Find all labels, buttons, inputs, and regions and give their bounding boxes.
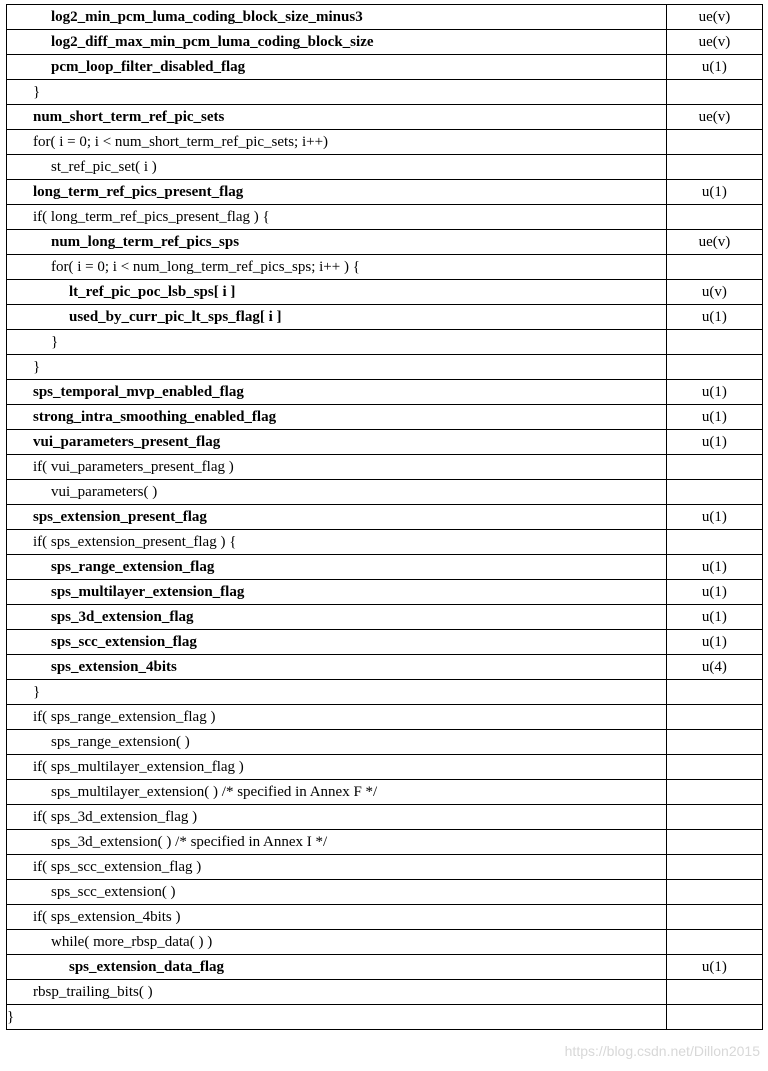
syntax-element-cell	[7, 305, 667, 330]
syntax-element-cell	[7, 155, 667, 180]
descriptor-cell: u(1)	[666, 555, 762, 580]
syntax-row	[7, 205, 763, 230]
syntax-row	[7, 505, 763, 530]
descriptor-cell	[666, 905, 762, 930]
syntax-element-cell	[7, 405, 667, 430]
syntax-element-text: for( i = 0; i < num_short_term_ref_pic_sets; i++)	[33, 134, 329, 150]
syntax-element-text: vui_parameters_present_flag	[33, 434, 221, 450]
descriptor-cell: ue(v)	[666, 230, 762, 255]
syntax-element-cell	[7, 180, 667, 205]
syntax-element-cell	[7, 380, 667, 405]
syntax-element-cell	[7, 105, 667, 130]
descriptor-cell: u(1)	[666, 180, 762, 205]
descriptor-cell	[666, 930, 762, 955]
syntax-element-text: vui_parameters( )	[51, 484, 158, 500]
syntax-element-text: sps_multilayer_extension_flag	[51, 584, 245, 600]
syntax-element-cell	[7, 280, 667, 305]
syntax-element-text: }	[33, 684, 41, 700]
syntax-row	[7, 680, 763, 705]
descriptor-cell	[666, 880, 762, 905]
descriptor-cell	[666, 730, 762, 755]
syntax-element-text: lt_ref_pic_poc_lsb_sps[ i ]	[69, 284, 236, 300]
syntax-element-text: if( sps_range_extension_flag )	[33, 709, 216, 725]
descriptor-cell	[666, 330, 762, 355]
syntax-element-cell	[7, 655, 667, 680]
syntax-row	[7, 430, 763, 455]
syntax-element-text: for( i = 0; i < num_long_term_ref_pics_sps; i++ ) {	[51, 259, 360, 275]
syntax-row	[7, 955, 763, 980]
syntax-element-text: sps_scc_extension_flag	[51, 634, 197, 650]
syntax-element-cell	[7, 630, 667, 655]
descriptor-cell: ue(v)	[666, 105, 762, 130]
descriptor-cell	[666, 205, 762, 230]
syntax-row	[7, 455, 763, 480]
syntax-element-text: used_by_curr_pic_lt_sps_flag[ i ]	[69, 309, 282, 325]
syntax-row	[7, 155, 763, 180]
descriptor-cell	[666, 855, 762, 880]
syntax-element-cell	[7, 55, 667, 80]
descriptor-cell: ue(v)	[666, 5, 762, 30]
watermark: https://blog.csdn.net/Dillon2015	[564, 1043, 760, 1059]
syntax-row	[7, 880, 763, 905]
syntax-element-cell	[7, 480, 667, 505]
descriptor-cell: u(1)	[666, 505, 762, 530]
descriptor-cell: u(1)	[666, 430, 762, 455]
syntax-element-text: pcm_loop_filter_disabled_flag	[51, 59, 246, 75]
descriptor-cell: u(1)	[666, 955, 762, 980]
syntax-row	[7, 905, 763, 930]
descriptor-cell: ue(v)	[666, 30, 762, 55]
syntax-element-cell	[7, 255, 667, 280]
syntax-row	[7, 355, 763, 380]
syntax-element-text: long_term_ref_pics_present_flag	[33, 184, 244, 200]
syntax-element-text: }	[51, 334, 59, 350]
syntax-element-cell	[7, 30, 667, 55]
syntax-row	[7, 130, 763, 155]
syntax-element-text: if( sps_3d_extension_flag )	[33, 809, 198, 825]
descriptor-cell	[666, 980, 762, 1005]
syntax-element-text: if( sps_extension_present_flag ) {	[33, 534, 237, 550]
descriptor-cell	[666, 530, 762, 555]
descriptor-cell	[666, 355, 762, 380]
descriptor-cell: u(1)	[666, 405, 762, 430]
syntax-element-text: sps_3d_extension_flag	[51, 609, 194, 625]
syntax-table-body	[7, 5, 763, 1030]
syntax-element-text: strong_intra_smoothing_enabled_flag	[33, 409, 277, 425]
descriptor-cell	[666, 680, 762, 705]
syntax-row	[7, 805, 763, 830]
syntax-row	[7, 280, 763, 305]
syntax-element-text: if( sps_scc_extension_flag )	[33, 859, 202, 875]
descriptor-cell: u(1)	[666, 605, 762, 630]
syntax-element-cell	[7, 830, 667, 855]
descriptor-cell: u(1)	[666, 630, 762, 655]
syntax-element-text: rbsp_trailing_bits( )	[33, 984, 153, 1000]
syntax-row	[7, 980, 763, 1005]
descriptor-cell: u(1)	[666, 380, 762, 405]
descriptor-cell: u(1)	[666, 305, 762, 330]
syntax-element-cell	[7, 930, 667, 955]
syntax-element-cell	[7, 580, 667, 605]
syntax-element-text: log2_min_pcm_luma_coding_block_size_minus3	[51, 9, 363, 25]
syntax-row	[7, 730, 763, 755]
syntax-element-cell	[7, 5, 667, 30]
syntax-row	[7, 705, 763, 730]
syntax-row	[7, 755, 763, 780]
syntax-row	[7, 655, 763, 680]
descriptor-cell	[666, 755, 762, 780]
syntax-element-cell	[7, 230, 667, 255]
syntax-element-text: log2_diff_max_min_pcm_luma_coding_block_size	[51, 34, 374, 50]
descriptor-cell: u(1)	[666, 55, 762, 80]
syntax-element-cell	[7, 205, 667, 230]
syntax-element-cell	[7, 455, 667, 480]
syntax-element-cell	[7, 80, 667, 105]
descriptor-cell	[666, 155, 762, 180]
syntax-element-cell	[7, 1005, 667, 1030]
syntax-row	[7, 80, 763, 105]
syntax-table	[6, 4, 763, 1030]
syntax-row	[7, 780, 763, 805]
syntax-row	[7, 580, 763, 605]
syntax-element-cell	[7, 555, 667, 580]
syntax-row	[7, 855, 763, 880]
syntax-element-text: if( sps_multilayer_extension_flag )	[33, 759, 244, 775]
syntax-row	[7, 255, 763, 280]
descriptor-cell: u(1)	[666, 580, 762, 605]
syntax-row	[7, 30, 763, 55]
syntax-row	[7, 930, 763, 955]
syntax-element-cell	[7, 130, 667, 155]
syntax-element-text: while( more_rbsp_data( ) )	[51, 934, 213, 950]
syntax-element-text: sps_range_extension_flag	[51, 559, 215, 575]
syntax-row	[7, 480, 763, 505]
syntax-element-text: sps_3d_extension( ) /* specified in Annex I */	[51, 834, 328, 850]
syntax-element-cell	[7, 955, 667, 980]
syntax-element-cell	[7, 905, 667, 930]
syntax-row	[7, 405, 763, 430]
descriptor-cell	[666, 455, 762, 480]
descriptor-cell	[666, 1005, 762, 1030]
syntax-element-text: num_short_term_ref_pic_sets	[33, 109, 225, 125]
syntax-row	[7, 830, 763, 855]
syntax-element-text: sps_range_extension( )	[51, 734, 190, 750]
descriptor-cell	[666, 480, 762, 505]
syntax-row	[7, 105, 763, 130]
syntax-element-cell	[7, 755, 667, 780]
descriptor-cell	[666, 255, 762, 280]
syntax-element-cell	[7, 505, 667, 530]
syntax-element-text: sps_extension_4bits	[51, 659, 177, 675]
descriptor-cell	[666, 705, 762, 730]
syntax-element-cell	[7, 355, 667, 380]
syntax-element-text: sps_multilayer_extension( ) /* specified in Annex F */	[51, 784, 378, 800]
syntax-row	[7, 555, 763, 580]
syntax-element-text: if( long_term_ref_pics_present_flag ) {	[33, 209, 270, 225]
syntax-row	[7, 630, 763, 655]
syntax-row	[7, 530, 763, 555]
syntax-element-text: sps_extension_present_flag	[33, 509, 207, 525]
syntax-row	[7, 180, 763, 205]
syntax-element-cell	[7, 705, 667, 730]
syntax-element-cell	[7, 730, 667, 755]
syntax-element-cell	[7, 605, 667, 630]
syntax-element-cell	[7, 780, 667, 805]
descriptor-cell: u(v)	[666, 280, 762, 305]
syntax-element-cell	[7, 980, 667, 1005]
descriptor-cell	[666, 805, 762, 830]
syntax-element-text: sps_temporal_mvp_enabled_flag	[33, 384, 244, 400]
syntax-element-cell	[7, 430, 667, 455]
descriptor-cell: u(4)	[666, 655, 762, 680]
syntax-element-cell	[7, 805, 667, 830]
syntax-element-cell	[7, 855, 667, 880]
descriptor-cell	[666, 80, 762, 105]
syntax-element-text: if( vui_parameters_present_flag )	[33, 459, 234, 475]
syntax-row	[7, 5, 763, 30]
syntax-element-text: }	[7, 1009, 15, 1025]
syntax-row	[7, 330, 763, 355]
descriptor-cell	[666, 130, 762, 155]
syntax-element-cell	[7, 880, 667, 905]
syntax-element-text: sps_scc_extension( )	[51, 884, 176, 900]
syntax-element-text: }	[33, 84, 41, 100]
descriptor-cell	[666, 780, 762, 805]
syntax-row	[7, 230, 763, 255]
syntax-element-cell	[7, 530, 667, 555]
syntax-element-text: num_long_term_ref_pics_sps	[51, 234, 240, 250]
descriptor-cell	[666, 830, 762, 855]
syntax-row	[7, 380, 763, 405]
syntax-element-text: if( sps_extension_4bits )	[33, 909, 181, 925]
syntax-row	[7, 605, 763, 630]
syntax-element-text: sps_extension_data_flag	[69, 959, 225, 975]
syntax-row	[7, 305, 763, 330]
syntax-row	[7, 55, 763, 80]
syntax-element-cell	[7, 330, 667, 355]
syntax-element-text: st_ref_pic_set( i )	[51, 159, 157, 175]
syntax-element-cell	[7, 680, 667, 705]
syntax-row	[7, 1005, 763, 1030]
syntax-element-text: }	[33, 359, 41, 375]
